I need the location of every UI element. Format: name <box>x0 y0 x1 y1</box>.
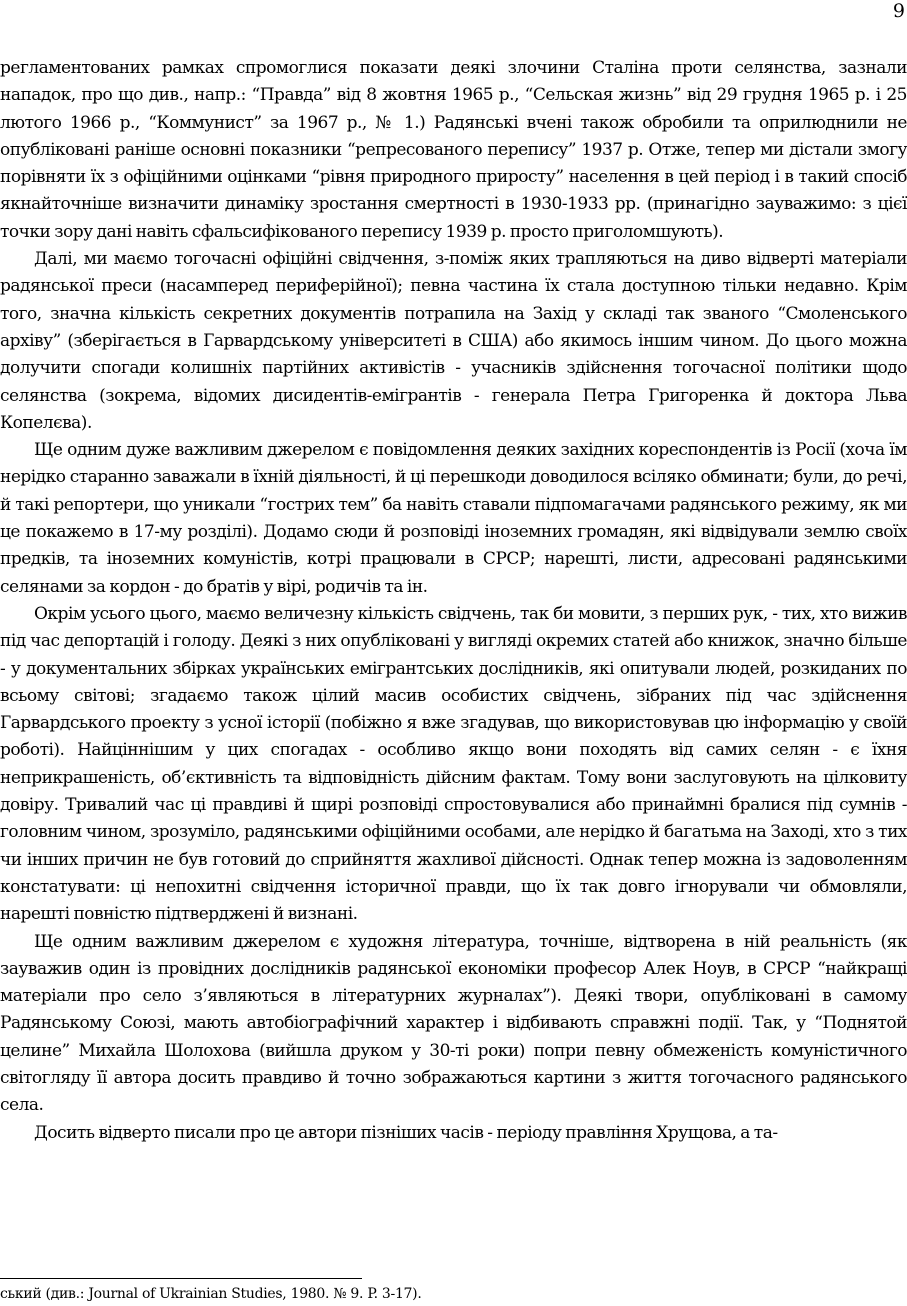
body-text <box>0 55 907 1147</box>
footnote-divider <box>0 1278 362 1279</box>
paragraph-later-authors: Досить відверто писали про це автори пізніших часів - періоду правління Хрущова, а та- <box>34 1122 778 1143</box>
paragraph-eyewitness-accounts: Окрім усього цього, маємо величезну кількість свідчень, так би мовити, з перших рук, - тих, хто вижив під час депортацій і голоду. Деякі з них опубліковані у вигляді окремих статей або книжок, значно більше - у документальних збірках українських емігрантських дослідників, які опитували людей, розкиданих по всьому світові; згадаємо також цілий масив особистих свідчень, зібраних під час здійснення Гарвардського проекту з усної історії (побіжно я вже згадував, що використовував цю інформацію у своїй роботі). Найціннішим у цих спогадах - особливо якщо вони походять від самих селян - є їхня неприкрашеність, об’єктивність та відповідність дійсним фактам. Тому вони заслуговують на цілковиту довіру. Тривалий час ці правдиві й щирі розповіді спростовувалися або принаймні бралися під сумнів - головним чином, зрозуміло, радянськими офіційними особами, але нерідко й багатьма на Заході, хто з тих чи інших причин не був готовий до сприйняття жахливої дійсності. Однак тепер можна із задоволенням констатувати: ці непохитні свідчення історичної правди, що їх так довго ігнорували чи обмовляли, нарешті повністю підтверджені й визнані. <box>0 603 907 925</box>
paragraph-fiction-literature: Ще одним важливим джерелом є художня література, точніше, відтворена в ній реальність (як зауважив один із провідних дослідників радянської економіки професор Алек Ноув, в СРСР “найкращі матеріали про село з’являються в літературних журналах”). Деякі твори, опубліковані в самому Радянському Союзі, мають автобіографічний характер і відбивають справжні події. Так, у “Поднятой целине” Михайла Шолохова (вийшла друком у 30-ті роки) попри певну обмеженість комуністичного світогляду її автора досить правдиво й точно зображаються картини з життя тогочасного радянського села. <box>0 931 907 1116</box>
paragraph-western-correspondents: Ще одним дуже важливим джерелом є повідомлення деяких західних кореспондентів із Росії (хоча їм нерідко старанно заважали в їхній діяльності, й ці перешкоди доводилося всіляко обминати; були, до речі, й такі репортери, що уникали “гострих тем” ба навіть ставали підпомагачами радянського режиму, як ми це покажемо в 17-му розділі). Додамо сюди й розповіді іноземних громадян, які відвідували землю своїх предків, та іноземних комуністів, котрі працювали в СРСР; нарешті, листи, адресовані радянськими селянами за кордон - до братів у вірі, родичів та ін. <box>0 440 907 597</box>
paragraph-official-testimony: Далі, ми маємо тогочасні офіційні свідчення, з-поміж яких трапляються на диво відверті матеріали радянської преси (насамперед периферійної); певна частина їх стала доступною тільки недавно. Крім того, значна кількість секретних документів потрапила на Захід у складі так званого “Смоленського архіву” (зберігається в Гарвардському університеті в США) або якимось іншим чином. До цього можна долучити спогади колишніх партійних активістів - учасників здійснення тогочасної політики щодо селянства (зокрема, відомих дисидентів-емігрантів - генерала Петра Григоренка й доктора Льва Копелєва). <box>0 249 907 433</box>
footnote: ський (див.: Journal of Ukrainian Studies, 1980. № 9. P. 3-17). <box>0 1286 422 1302</box>
paragraph-continuation: регламентованих рамках спромоглися показати деякі злочини Сталіна проти селянства, зазнали нападок, про що див., напр.: “Правда” від 8 жовтня 1965 р., “Сельская жизнь” від 29 грудня 1965 р. і 25 лютого 1966 р., “Коммунист” за 1967 р., № 1.) Радянські вчені також обробили та оприлюднили не опубліковані раніше основні показники “репресованого перепису” 1937 р. Отже, тепер ми дістали змогу порівняти їх з офіційними оцінками “рівня природного приросту” населення в цей період і в такий спосіб якнайточніше визначити динаміку зростання смертності в 1930-1933 рр. (принагідно зауважимо: з цієї точки зору дані навіть сфальсифікованого перепису 1939 р. просто приголомшують). <box>0 58 907 242</box>
page-number: 9 <box>892 0 905 22</box>
